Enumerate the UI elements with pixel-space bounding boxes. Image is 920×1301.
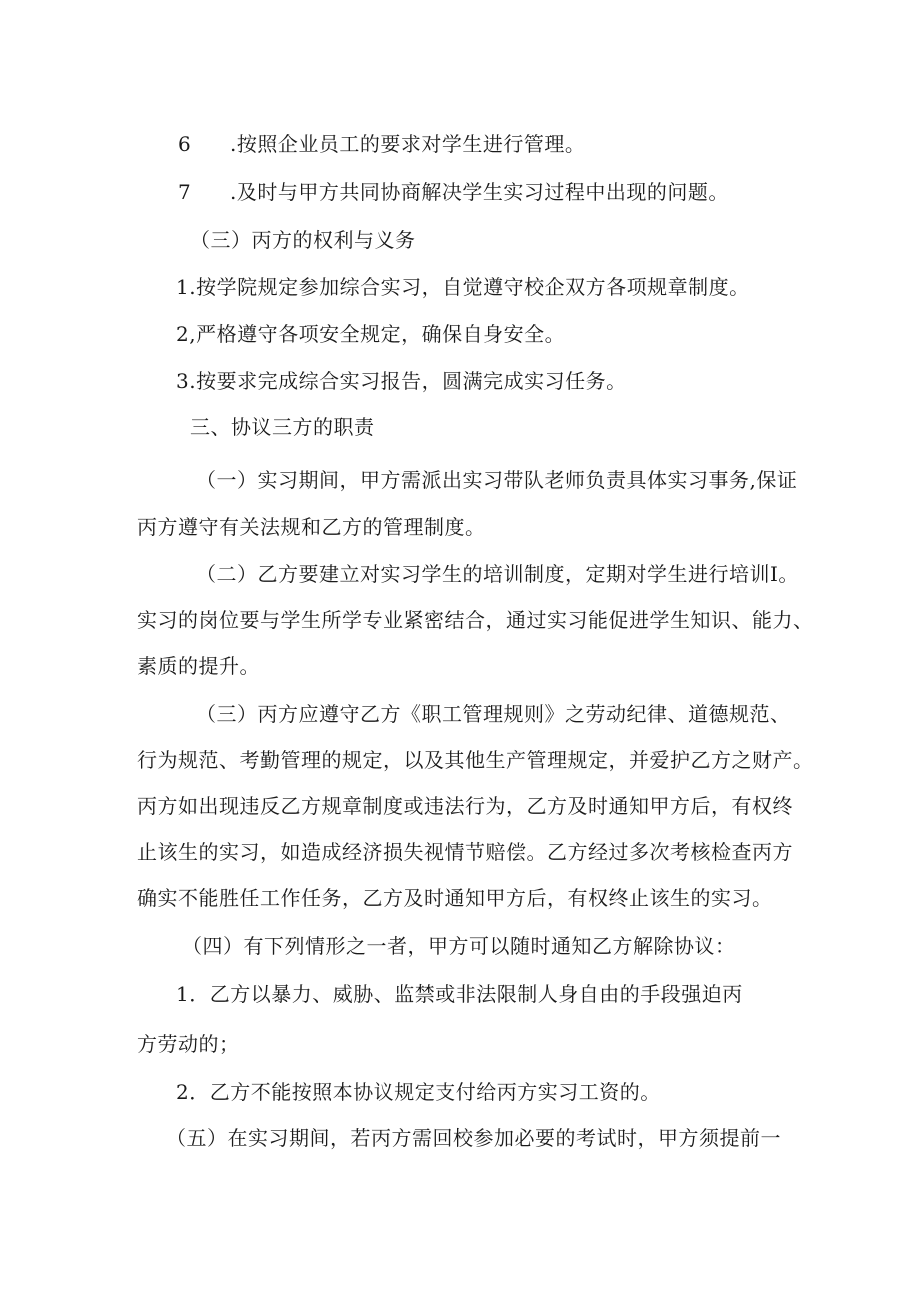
item-number: 7 bbox=[178, 180, 192, 204]
duty-2-line-3: 素质的提升。 bbox=[137, 654, 260, 678]
duty-3-line-4: 止该生的实习，如造成经济损失视情节赔偿。乙方经过多次考核检查丙方 bbox=[137, 840, 793, 864]
duty-4-heading: （四）有下列情形之一者，甲方可以随时通知乙方解除协议： bbox=[182, 934, 736, 958]
item-number: 6 bbox=[178, 132, 192, 156]
duty-3-line-3: 丙方如出现违反乙方规章制度或违法行为，乙方及时通知甲方后，有权终 bbox=[137, 794, 793, 818]
duty-3-line-5: 确实不能胜任工作任务，乙方及时通知甲方后，有权终止该生的实习。 bbox=[137, 886, 773, 910]
duty-3-line-2: 行为规范、考勤管理的规定，以及其他生产管理规定，并爱护乙方之财产。 bbox=[137, 748, 814, 772]
bing-item-2: 2,严格遵守各项安全规定，确保自身安全。 bbox=[176, 322, 566, 346]
bing-item-3: 3.按要求完成综合实习报告，圆满完成实习任务。 bbox=[176, 369, 627, 393]
duty-1-line-2: 丙方遵守有关法规和乙方的管理制度。 bbox=[137, 515, 486, 539]
list-item-7 bbox=[178, 178, 729, 206]
duty-2-line-2: 实习的岗位要与学生所学专业紧密结合，通过实习能促进学生知识、能力、 bbox=[137, 608, 814, 632]
duty-2-line-1: （二）乙方要建立对实习学生的培训制度，定期对学生进行培训I。 bbox=[196, 562, 799, 586]
section-heading-bing: （三）丙方的权利与义务 bbox=[190, 228, 416, 252]
bing-item-1: 1.按学院规定参加综合实习，自觉遵守校企双方各项规章制度。 bbox=[176, 275, 750, 299]
duty-5-line-1: （五）在实习期间，若丙方需回校参加必要的考试时，甲方须提前一 bbox=[166, 1126, 781, 1150]
item-text: .及时与甲方共同协商解决学生实习过程中出现的问题。 bbox=[230, 180, 729, 204]
section-heading-three: 三、协议三方的职责 bbox=[190, 415, 375, 439]
duty-4-sub2: 2．乙方不能按照本协议规定支付给丙方实习工资的。 bbox=[176, 1080, 661, 1104]
list-item-6 bbox=[178, 130, 585, 158]
item-text: .按照企业员工的要求对学生进行管理。 bbox=[230, 132, 586, 156]
duty-4-sub1-line-1: 1．乙方以暴力、威胁、监禁或非法限制人身自由的手段强迫丙 bbox=[176, 982, 743, 1006]
duty-3-line-1: （三）丙方应遵守乙方《职工管理规则》之劳动纪律、道德规范、 bbox=[196, 702, 791, 726]
duty-1-line-1: （一）实习期间，甲方需派出实习带队老师负责具体实习事务,保证 bbox=[196, 468, 798, 492]
duty-4-sub1-line-2: 方劳动的； bbox=[137, 1032, 240, 1056]
